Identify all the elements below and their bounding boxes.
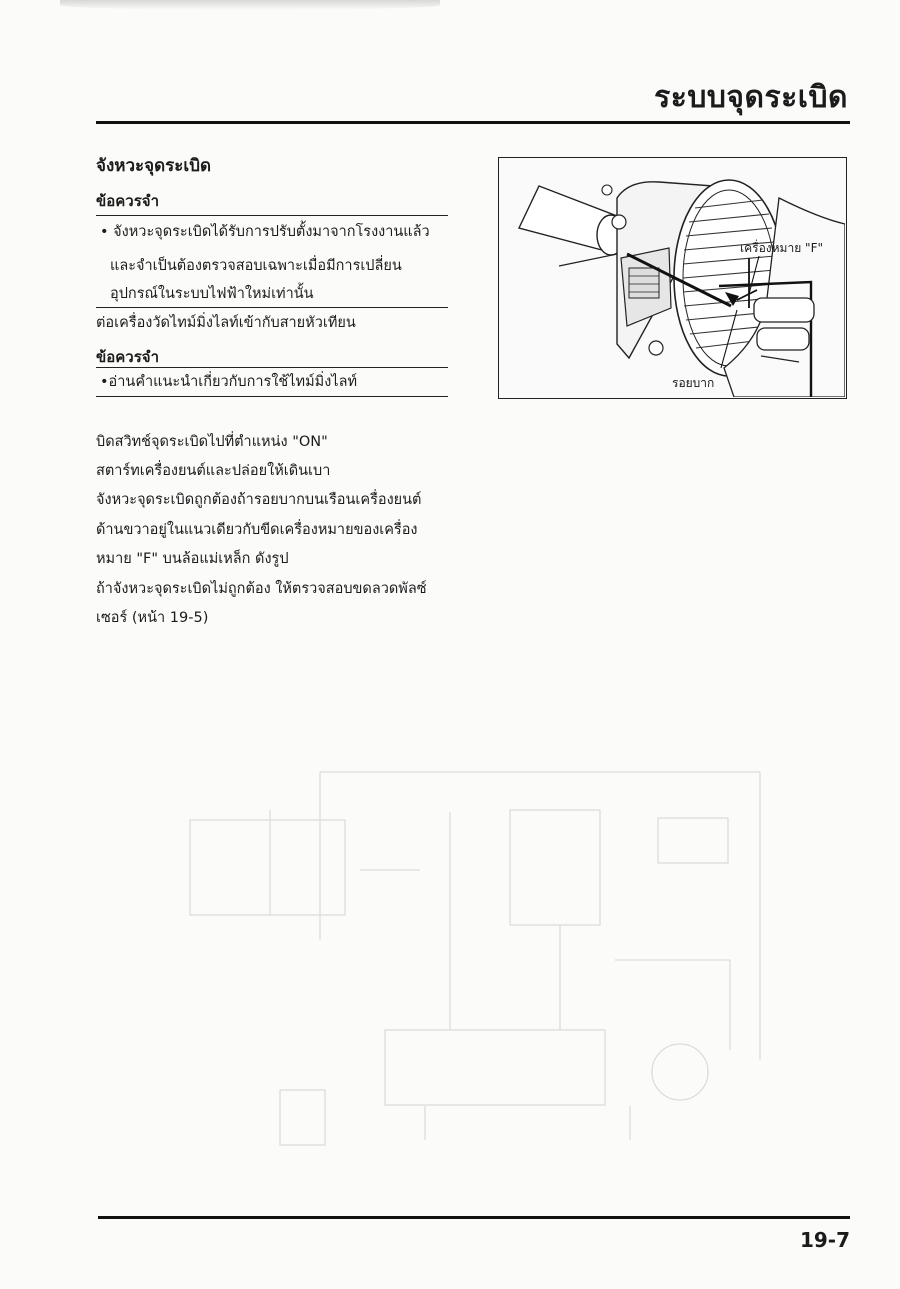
note-line: •อ่านคำแนะนำเกี่ยวกับการใช้ไทม์มิ่งไลท์ [100, 374, 358, 390]
note-line: • จังหวะจุดระเบิดได้รับการปรับตั้งมาจากโรงงานแล้ว [100, 224, 430, 240]
page-number: 19-7 [799, 1228, 850, 1252]
procedure-line: เซอร์ (หน้า 19-5) [96, 610, 209, 626]
procedure-line: บิดสวิทช์จุดระเบิดไปที่ตำแหน่ง "ON" [96, 434, 328, 450]
procedure-line: จังหวะจุดระเบิดถูกต้องถ้ารอยบากบนเรือนเครื่องยนต์ [96, 492, 422, 508]
header-divider [96, 121, 850, 124]
procedure-step: ต่อเครื่องวัดไทม์มิ่งไลท์เข้ากับสายหัวเทียน [96, 315, 356, 331]
bleed-through-diagram [170, 640, 790, 1200]
note-bottom-rule [96, 307, 448, 308]
note-top-rule [96, 215, 448, 216]
callout-index-notch: รอยบาก [672, 376, 715, 390]
section-heading: จังหวะจุดระเบิด [96, 156, 212, 176]
note-line: อุปกรณ์ในระบบไฟฟ้าใหม่เท่านั้น [110, 286, 314, 302]
footer-divider [98, 1216, 850, 1219]
procedure-line: ถ้าจังหวะจุดระเบิดไม่ถูกต้อง ให้ตรวจสอบขดลวดพัลซ์ [96, 581, 427, 597]
callout-f-mark: เครื่องหมาย "F" [740, 241, 823, 255]
note-title: ข้อควรจำ [96, 348, 159, 366]
procedure-line: หมาย "F" บนล้อแม่เหล็ก ดังรูป [96, 551, 289, 567]
note-top-rule [96, 367, 448, 368]
engine-illustration [499, 158, 845, 397]
timing-mark-figure [498, 157, 847, 399]
procedure-line: สตาร์ทเครื่องยนต์และปล่อยให้เดินเบา [96, 463, 331, 479]
scan-edge-shadow [60, 0, 440, 10]
note-title: ข้อควรจำ [96, 192, 159, 210]
page-title: ระบบจุดระเบิด [654, 80, 848, 115]
procedure-line: ด้านขวาอยู่ในแนวเดียวกับขีดเครื่องหมายของเครื่อง [96, 522, 418, 538]
note-bottom-rule [96, 396, 448, 397]
note-line: และจำเป็นต้องตรวจสอบเฉพาะเมื่อมีการเปลี่ยน [110, 258, 402, 274]
